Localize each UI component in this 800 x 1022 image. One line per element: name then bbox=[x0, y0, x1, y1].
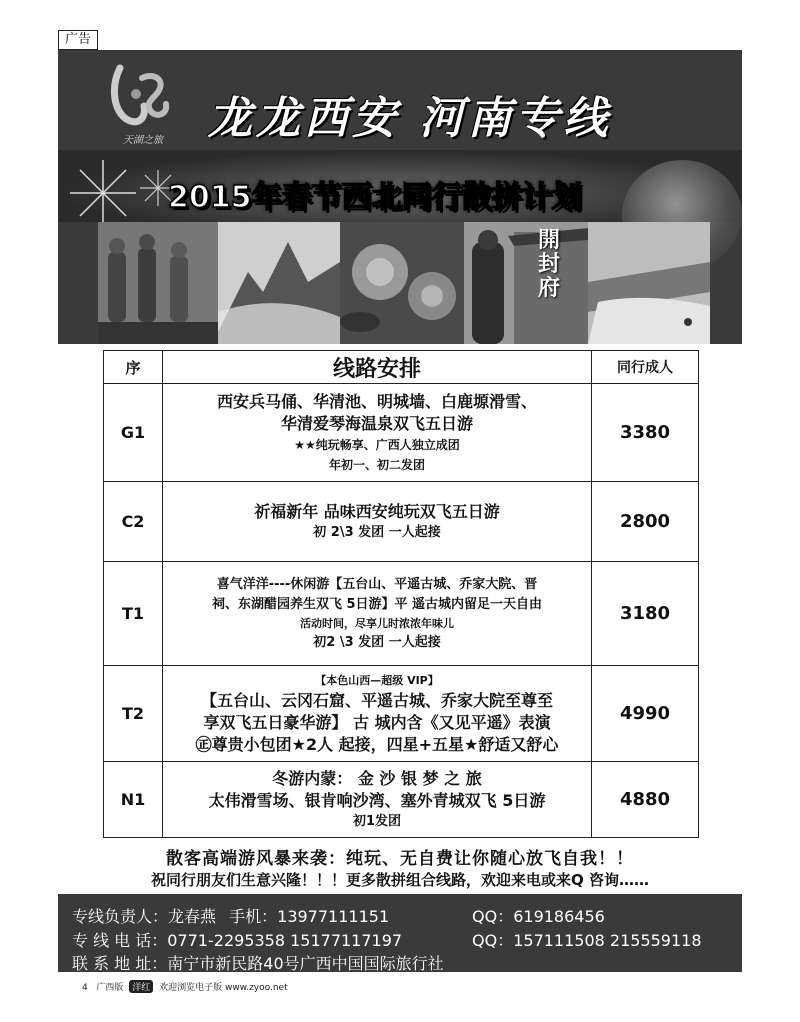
route-line: 华清爱琴海温泉双飞五日游 bbox=[280, 413, 473, 433]
route-code: G1 bbox=[104, 384, 163, 482]
address-text: 南宁市新民路40号广西中国国际旅行社 bbox=[167, 954, 444, 973]
content-area bbox=[58, 344, 742, 894]
route-line: 祠、东湖醋园养生双飞 5日游】平 遥古城内留足一天自由 bbox=[211, 596, 543, 612]
route-line: 西安兵马俑、华清池、明城墙、白鹿塬滑雪、 bbox=[216, 391, 537, 411]
table-row bbox=[104, 562, 699, 666]
advertisement-poster bbox=[58, 50, 742, 972]
header-route: 线路安排 bbox=[163, 351, 592, 384]
peony-flower-photo-icon bbox=[340, 222, 464, 344]
header-price: 同行成人 bbox=[592, 351, 699, 384]
route-description bbox=[163, 666, 592, 762]
ad-label: 广告 bbox=[58, 30, 98, 50]
route-price: 4880 bbox=[592, 762, 699, 838]
header bbox=[58, 50, 742, 150]
qq2 bbox=[472, 928, 702, 951]
tagline: 欢迎浏览电子版 www.zyoo.net bbox=[159, 983, 288, 993]
slogan-line-2: 祝同行朋友们生意兴隆！！！更多散拼组合线路，欢迎来电或来Q 咨询…… bbox=[151, 871, 649, 889]
route-line: 冬游内蒙： 金 沙 银 梦 之 旅 bbox=[272, 768, 482, 788]
route-line: ㊣尊贵小包团★2人 起接，四星+五星★舒适又舒心 bbox=[195, 734, 559, 754]
phone-number: 0771-2295358 15177117197 bbox=[167, 931, 403, 950]
qq1-number: 619186456 bbox=[513, 907, 605, 926]
mobile-number: 13977111151 bbox=[277, 907, 390, 926]
terracotta-warriors-photo-icon bbox=[98, 222, 218, 344]
route-line: ★★纯玩畅享、广西人独立成团 bbox=[294, 437, 460, 452]
route-description bbox=[163, 762, 592, 838]
route-line: 太伟滑雪场、银肯响沙湾、塞外青城双飞 5日游 bbox=[208, 790, 546, 810]
address-label: 联 系 地 址： bbox=[72, 954, 168, 973]
route-code: N1 bbox=[104, 762, 163, 838]
table-row bbox=[104, 666, 699, 762]
route-line: 【五台山、云冈石窟、平遥古城、乔家大院至尊至 bbox=[200, 690, 553, 710]
route-line: 【本色山西—超级 VIP】 bbox=[315, 673, 439, 687]
waterfall-photo-icon bbox=[588, 222, 710, 344]
route-line: 祈福新年 品味西安纯玩双飞五日游 bbox=[254, 501, 500, 521]
table-row bbox=[104, 482, 699, 562]
route-line: 初 2\3 发团 一人起接 bbox=[313, 524, 441, 540]
table-row bbox=[104, 384, 699, 482]
page-footer bbox=[82, 980, 288, 993]
mountain-photo-icon bbox=[218, 222, 340, 344]
contact-row-manager bbox=[72, 904, 605, 927]
photo-caption: 開封府 bbox=[538, 227, 561, 301]
route-line: 喜气洋洋----休闲游【五台山、平遥古城、乔家大院、晋 bbox=[216, 576, 538, 592]
phone-label: 专 线 电 话： bbox=[72, 931, 168, 950]
mobile-label: 手机： bbox=[229, 907, 278, 926]
manager-name: 龙春燕 bbox=[168, 907, 217, 926]
route-line: 初2 \3 发团 一人起接 bbox=[313, 634, 441, 650]
route-price: 4990 bbox=[592, 666, 699, 762]
firework-icon bbox=[68, 158, 138, 228]
brand-badge: 洋红 bbox=[129, 980, 153, 993]
route-price: 2800 bbox=[592, 482, 699, 562]
table-row bbox=[104, 762, 699, 838]
route-price: 3180 bbox=[592, 562, 699, 666]
edition: 广西版 bbox=[96, 983, 124, 993]
route-line: 年初一、初二发团 bbox=[328, 457, 425, 472]
photo-strip bbox=[98, 222, 710, 344]
qq2-label: QQ： bbox=[472, 931, 514, 950]
route-line: 享双飞五日豪华游】 古 城内含《又见平遥》表演 bbox=[203, 712, 551, 732]
manager-label: 专线负责人： bbox=[72, 907, 169, 926]
page-number: 4 bbox=[82, 983, 88, 993]
qq1 bbox=[472, 904, 605, 927]
route-code: T2 bbox=[104, 666, 163, 762]
contact-row-address bbox=[72, 951, 444, 974]
qq1-label: QQ： bbox=[472, 907, 514, 926]
route-price: 3380 bbox=[592, 384, 699, 482]
banner bbox=[58, 150, 742, 222]
route-description bbox=[163, 482, 592, 562]
banner-title: 2015年春节西北同行散拼计划 bbox=[168, 180, 582, 215]
slogan-line-1: 散客高端游风暴来袭：纯玩、无自费让你随心放飞自我！！ bbox=[166, 849, 634, 869]
route-code: T1 bbox=[104, 562, 163, 666]
route-line: 初1发团 bbox=[352, 813, 402, 829]
headline: 龙龙西安 河南专线 bbox=[208, 93, 612, 144]
route-code: C2 bbox=[104, 482, 163, 562]
route-description bbox=[163, 562, 592, 666]
route-description bbox=[163, 384, 592, 482]
route-line: 活动时间，尽享儿时浓浓年味儿 bbox=[300, 616, 454, 630]
header-seq: 序 bbox=[104, 351, 163, 384]
routes-table bbox=[103, 350, 699, 838]
qq2-number: 157111508 215559118 bbox=[513, 931, 702, 950]
contact-block bbox=[58, 894, 742, 972]
table-header-row bbox=[104, 351, 699, 384]
contact-row-phone bbox=[72, 928, 702, 951]
statue-gate-photo-icon bbox=[464, 222, 588, 344]
logo-text: 天湖之旅 bbox=[123, 135, 163, 146]
